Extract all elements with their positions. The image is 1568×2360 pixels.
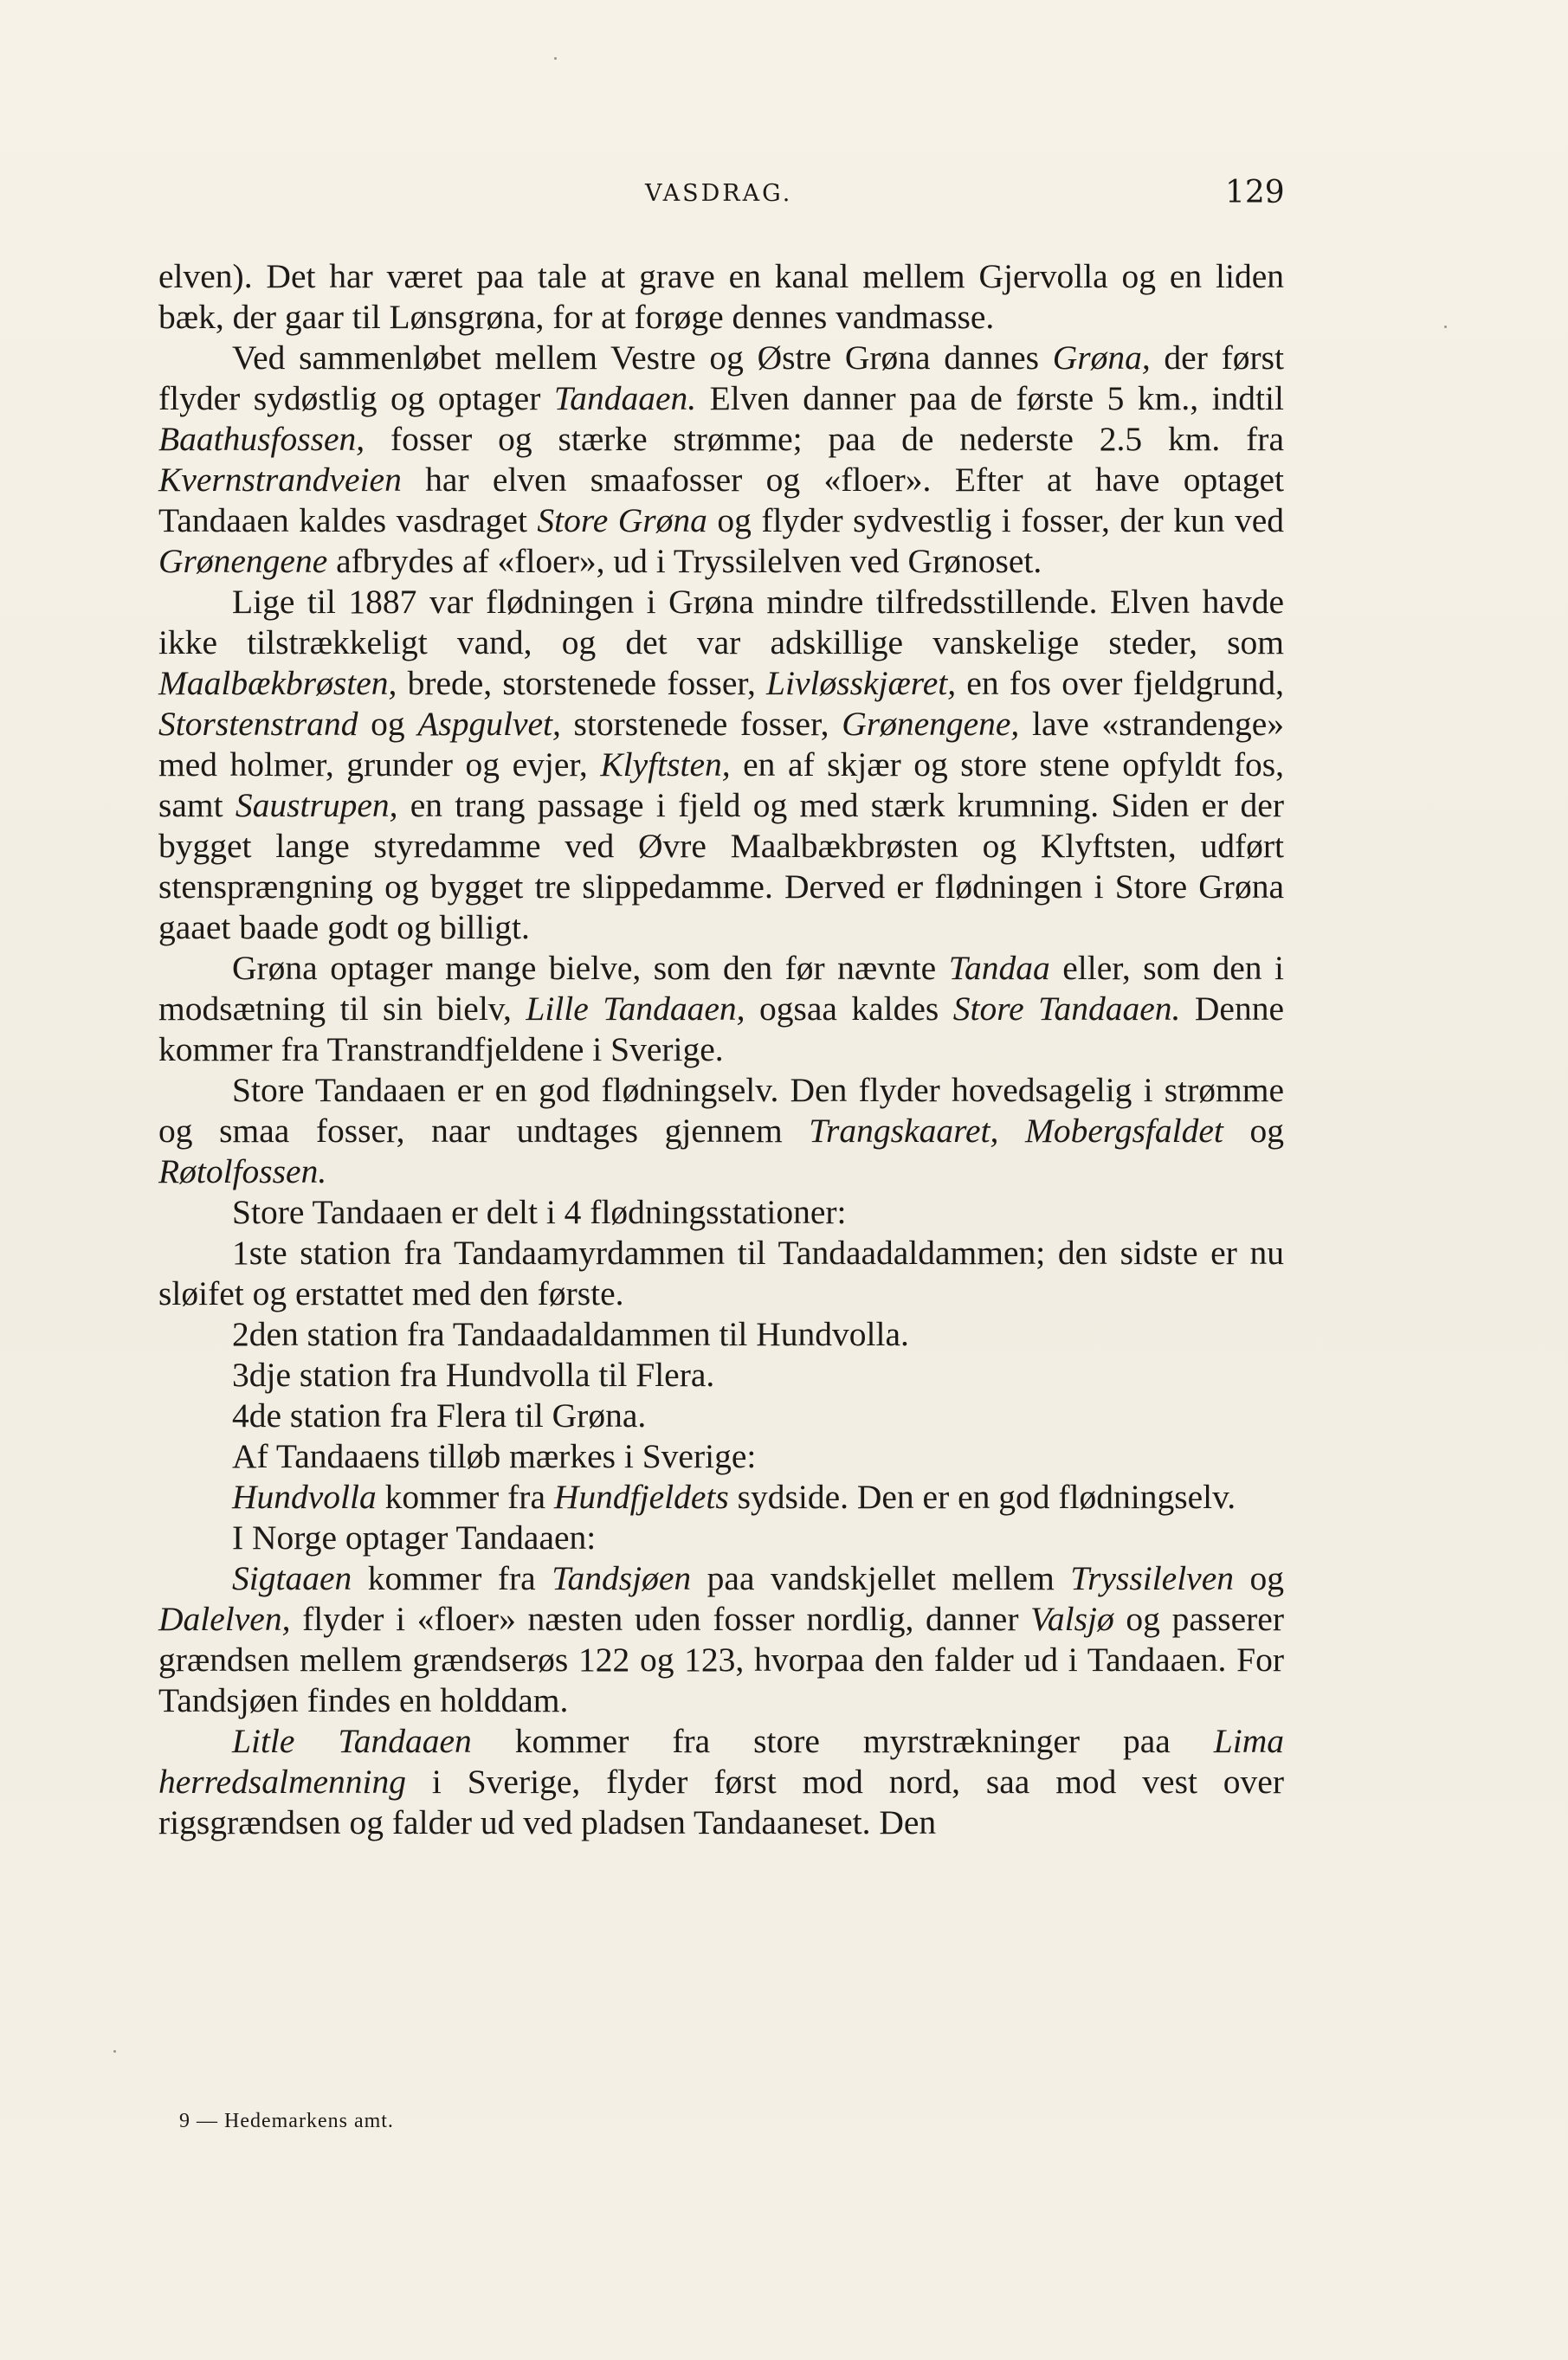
italic-term: Valsjø [1030,1600,1114,1638]
text-run: brede, storstenede fosser, [397,664,767,702]
italic-term: Tandaa [948,949,1050,987]
paper-speck [1444,326,1447,328]
page-header [0,175,1568,223]
paragraph [158,1518,1284,1558]
italic-term: Baathusfossen, [158,420,365,458]
text-run: en fos over fjeldgrund, [956,664,1284,702]
text-run: lave «strandenge» med holmer, grunder og evjer, [158,705,1285,783]
paragraph [158,1436,1284,1477]
text-run: Lige til 1887 var flødningen i Grøna mindre tilfredsstillende. Elven havde ikke tilstrækkeligt vand, og det var adskillige vanskelige steder, som [158,583,1284,661]
text-run: 2den station fra Tandaadaldammen til Hundvolla. [232,1315,909,1353]
text-run: eller, som den i modsætning til sin bielv, [158,949,1284,1028]
italic-term: Lille Tandaaen, [526,990,745,1028]
italic-term: Sigtaaen [232,1559,352,1597]
italic-term: Hundfjeldets [553,1478,729,1516]
text-run: og [1234,1559,1284,1597]
italic-term: Hundvolla [232,1478,377,1516]
paragraph [158,338,1284,582]
italic-term: Trangskaaret, Mobergsfaldet [809,1112,1223,1150]
italic-term: Store Grøna [537,501,707,539]
italic-term: Lima herredsalmenning [158,1722,1284,1801]
paragraph [158,256,1284,338]
text-run: elven). Det har været paa tale at grave en kanal mellem Gjervolla og en liden bæk, der gaar til Lønsgrøna, for at forøge dennes vandmasse. [158,257,1284,336]
paragraph [158,1355,1284,1396]
paragraph [158,1396,1284,1436]
italic-term: Røtolfossen. [158,1152,327,1190]
italic-term: Kvernstrandveien [158,461,402,499]
printer-signature: 9 — Hedemarkens amt. [179,2110,394,2132]
text-run: Af Tandaaens tilløb mærkes i Sverige: [232,1437,757,1475]
paragraph [158,948,1284,1070]
text-run: ogsaa kaldes [745,990,953,1028]
text-run: og [358,705,418,743]
italic-term: Tryssilelven [1070,1559,1234,1597]
text-run: kommer fra [376,1478,554,1516]
text-run: afbrydes af «floer», ud i Tryssilelven ved Grønoset. [327,542,1042,580]
text-run: Denne kommer fra Transtrandfjeldene i Sverige. [158,990,1285,1068]
text-run: har elven smaafosser og «floer». Efter at have optaget Tandaaen kaldes vasdraget [158,461,1284,539]
italic-term: Grøna, [1052,339,1151,377]
text-run: storstenede fosser, [560,705,842,743]
paragraph [158,582,1284,948]
italic-term: Grønengene, [842,705,1020,743]
italic-term: Grønengene [158,542,328,580]
paragraph [158,1070,1284,1192]
italic-term: Dalelven, [158,1600,291,1638]
italic-term: Store Tandaaen. [952,990,1181,1028]
text-run: en trang passage i fjeld og med stærk krumning. Siden er der bygget lange styredamme ved Øvre Maalbækbrøsten og Klyftsten, udført stensprængning og bygget tre slippedamme. Derved er flødningen i Store Grøna gaaet baade godt og billigt. [158,786,1284,946]
text-run: I Norge optager Tandaaen: [232,1519,597,1557]
italic-term: Tandaaen. [553,379,697,417]
paragraph [158,1192,1284,1233]
italic-term: Aspgulvet, [417,705,561,743]
italic-term: Maalbækbrøsten, [158,664,397,702]
italic-term: Saustrupen, [235,786,398,824]
italic-term: Litle Tandaaen [232,1722,472,1760]
running-title: VASDRAG. [645,180,793,207]
text-run: i Sverige, flyder først mod nord, saa mod vest over rigsgrændsen og falder ud ved pladsen Tandaaneset. Den [158,1763,1284,1841]
italic-term: Tandsjøen [552,1559,692,1597]
text-run: Store Tandaaen er delt i 4 flødningsstationer: [232,1193,847,1231]
paper-speck [113,2050,116,2053]
text-run: en af skjær og store stene opfyldt fos, samt [158,745,1284,824]
italic-term: Storstenstrand [158,705,358,743]
text-run: 3dje station fra Hundvolla til Flera. [232,1356,715,1394]
paragraph [158,1314,1284,1355]
text-run: fosser og stærke strømme; paa de nederste 2.5 km. fra [365,420,1284,458]
text-run: og passerer grændsen mellem grændserøs 122 og 123, hvorpaa den falder ud i Tandaaen. For Tandsjøen findes en holddam. [158,1600,1284,1719]
text-run: og [1223,1112,1284,1150]
text-run: 4de station fra Flera til Grøna. [232,1396,647,1435]
paragraph [158,1477,1284,1518]
italic-term: Livløsskjæret, [766,664,957,702]
text-run: flyder i «floer» næsten uden fosser nordlig, danner [290,1600,1031,1638]
body-text [158,256,1284,1843]
text-run: Store Tandaaen er en god flødningselv. Den flyder hovedsagelig i strømme og smaa fosser, naar undtages gjennem [158,1071,1284,1150]
text-run: Grøna optager mange bielve, som den før nævnte [232,949,949,987]
text-run: der først flyder sydøstlig og optager [158,339,1284,417]
text-run: paa vandskjellet mellem [691,1559,1071,1597]
text-run: Ved sammenløbet mellem Vestre og Østre Grøna dannes [232,339,1053,377]
page-number: 129 [1225,175,1285,210]
paragraph [158,1721,1284,1843]
text-run: 1ste station fra Tandaamyrdammen til Tandaadaldammen; den sidste er nu sløifet og erstattet med den første. [158,1234,1284,1312]
paragraph [158,1558,1284,1721]
text-run: kommer fra store myrstrækninger paa [471,1722,1214,1760]
paragraph [158,1233,1284,1314]
text-run: og flyder sydvestlig i fosser, der kun ved [707,501,1284,539]
text-run: sydside. Den er en god flødningselv. [728,1478,1236,1516]
text-run: Elven danner paa de første 5 km., indtil [696,379,1284,417]
paper-speck [554,57,557,60]
text-run: kommer fra [352,1559,552,1597]
italic-term: Klyftsten, [600,745,731,783]
